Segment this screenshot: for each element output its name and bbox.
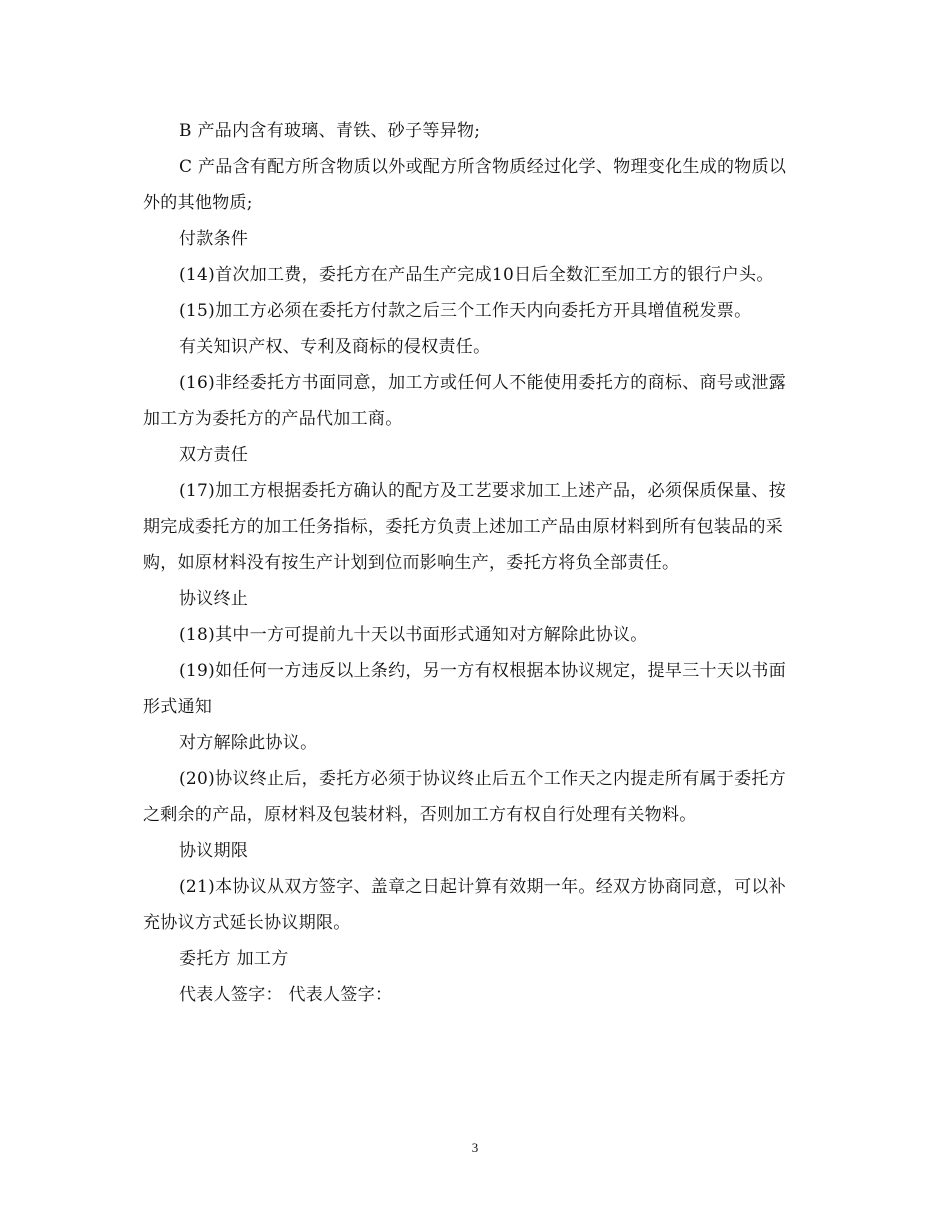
paragraph-clause-19-continued: 对方解除此协议。 [179, 733, 318, 753]
section-heading-termination: 协议终止 [179, 589, 249, 609]
document-body [143, 113, 803, 1013]
paragraph-clause-21: (21)本协议从双方签字、盖章之日起计算有效期一年。经双方协商同意，可以补充协议方式延长协议期限。 [143, 877, 786, 933]
paragraph-clause-14: (14)首次加工费，委托方在产品生产完成10日后全数汇至加工方的银行户头。 [179, 265, 774, 285]
section-heading-term: 协议期限 [179, 841, 249, 861]
paragraph-clause-18: (18)其中一方可提前九十天以书面形式通知对方解除此协议。 [179, 625, 648, 645]
paragraph-clause-15: (15)加工方必须在委托方付款之后三个工作天内向委托方开具增值税发票。 [179, 301, 752, 321]
paragraph-clause-19: (19)如任何一方违反以上条约，另一方有权根据本协议规定，提早三十天以书面形式通知 [143, 661, 786, 717]
paragraph-clause-16: (16)非经委托方书面同意，加工方或任何人不能使用委托方的商标、商号或泄露加工方为委托方的产品代加工商。 [143, 373, 786, 429]
paragraph-clause-17: (17)加工方根据委托方确认的配方及工艺要求加工上述产品，必须保质保量、按期完成委托方的加工任务指标，委托方负责上述加工产品由原材料到所有包装品的采购，如原材料没有按生产计划到位而影响生产，委托方将负全部责任。 [143, 481, 786, 573]
section-heading-ip-liability: 有关知识产权、专利及商标的侵权责任。 [179, 337, 491, 357]
signature-parties: 委托方 加工方 [179, 949, 289, 969]
paragraph-clause-c: C 产品含有配方所含物质以外或配方所含物质经过化学、物理变化生成的物质以外的其他物质; [143, 157, 787, 213]
paragraph-clause-b: B 产品内含有玻璃、青铁、砂子等异物; [179, 121, 481, 141]
section-heading-responsibilities: 双方责任 [179, 445, 249, 465]
signature-representatives: 代表人签字： 代表人签字： [179, 985, 393, 1005]
section-heading-payment-terms: 付款条件 [179, 229, 249, 249]
page-number: 3 [471, 1140, 479, 1155]
paragraph-clause-20: (20)协议终止后，委托方必须于协议终止后五个工作天之内提走所有属于委托方之剩余的产品，原材料及包装材料，否则加工方有权自行处理有关物料。 [143, 769, 786, 825]
